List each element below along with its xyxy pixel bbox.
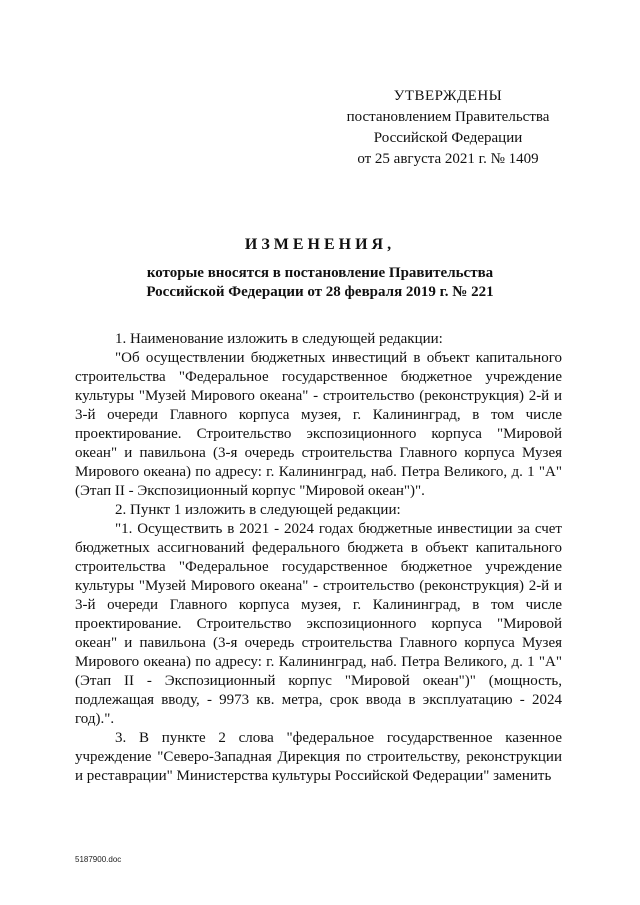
document-body: [75, 330, 562, 786]
document-title: ИЗМЕНЕНИЯ,: [244, 236, 396, 253]
document-subtitle: [100, 264, 540, 302]
subtitle-line-1: которые вносятся в постановление Правительства: [146, 265, 494, 281]
approval-line-3: от 25 августа 2021 г. № 1409: [357, 151, 539, 167]
approval-block: [328, 86, 568, 170]
approval-line-1: постановлением Правительства: [346, 109, 550, 125]
paragraph-2: "Об осуществлении бюджетных инвестиций в объект капитального строительства "Федеральное государственное бюджетное учреждение культуры "Музей Мирового океана" - строительство (реконструкция) 2-й и 3-й очереди Главного корпуса музея, г. Калининград, в том числе проектирование. Строительство экспозиционного корпуса "Мировой океан" и павильона (3-я очередь строительства Главного корпуса Музея Мирового океана) по адресу: г. Калининград, наб. Петра Великого, д. 1 "А" (Этап II - Экспозиционный корпус "Мировой океан")".: [75, 350, 562, 499]
approval-heading: УТВЕРЖДЕНЫ: [393, 88, 503, 104]
paragraph-3: 2. Пункт 1 изложить в следующей редакции:: [115, 502, 401, 518]
paragraph-5: 3. В пункте 2 слова "федеральное государственное казенное учреждение "Северо-Западная Дирекция по строительству, реконструкции и реставрации" Министерства культуры Российской Федерации" заменить: [75, 730, 562, 784]
paragraph-4: "1. Осуществить в 2021 - 2024 годах бюджетные инвестиции за счет бюджетных ассигнований федерального бюджета в объект капитального строительства "Федеральное государственное бюджетное учреждение культуры "Музей Мирового океана" - строительство (реконструкция) 2-й и 3-й очереди Главного корпуса музея, г. Калининград, в том числе проектирование. Строительство экспозиционного корпуса "Мировой океан" и павильона (3-я очередь строительства Главного корпуса Музея Мирового океана) по адресу: г. Калининград, наб. Петра Великого, д. 1 "А" (Этап II - Экспозиционный корпус "Мировой океан")" (мощность, подлежащая вводу, - 9973 кв. метра, срок ввода в эксплуатацию - 2024 год).".: [75, 521, 562, 727]
file-reference: 5187900.doc: [75, 855, 122, 864]
approval-line-2: Российской Федерации: [373, 130, 523, 146]
paragraph-1: 1. Наименование изложить в следующей редакции:: [115, 331, 443, 347]
subtitle-line-2: Российской Федерации от 28 февраля 2019 г. № 221: [146, 284, 494, 300]
